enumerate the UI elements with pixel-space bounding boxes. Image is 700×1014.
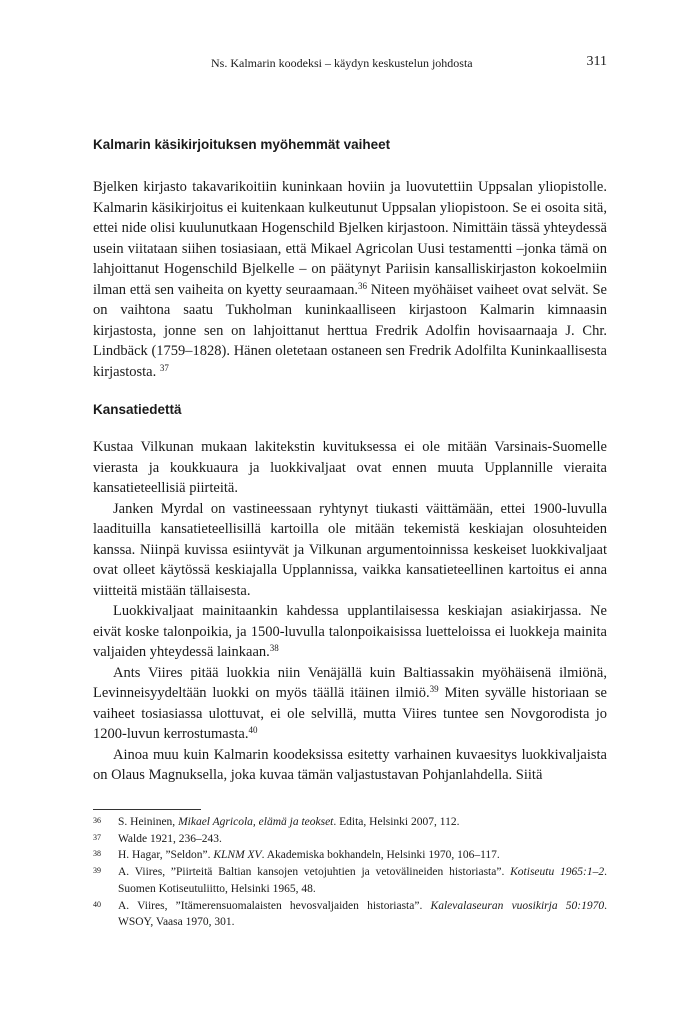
running-head — [93, 54, 607, 72]
running-title: Ns. Kalmarin koodeksi – käydyn keskustelun johdosta — [211, 56, 473, 70]
footnotes — [93, 814, 607, 931]
paragraph — [93, 601, 607, 663]
paragraph — [93, 663, 607, 745]
paragraph: Kustaa Vilkunan mukaan lakitekstin kuvituksessa ei ole mitään Varsinais-Suomelle vierasta ja koukkuaura ja luokkivaljaat ovat ennen muuta Upplannille vieraita kansatieteellisiä piirteitä. — [93, 439, 607, 496]
footnote-title: KLNM XV — [213, 849, 262, 862]
footnote-title: Kalevalaseuran vuosikirja 50:1970 — [430, 899, 605, 912]
footnote-text: . WSOY, Vaasa 1970, 301. — [118, 899, 607, 929]
footnote — [93, 864, 607, 897]
section-1-body — [93, 177, 607, 382]
footnote — [93, 898, 607, 931]
footnote-ref[interactable]: 38 — [269, 643, 279, 653]
footnote-ref[interactable]: 39 — [429, 684, 439, 694]
paragraph — [93, 177, 607, 382]
footnote-number: 36 — [93, 816, 101, 825]
footnote-ref[interactable]: 37 — [159, 362, 169, 373]
section-heading-1: Kalmarin käsikirjoituksen myöhemmät vaiheet — [93, 137, 391, 152]
footnote-title: Kotiseutu 1965:1–2 — [510, 866, 605, 879]
footnote — [93, 831, 607, 848]
footnote-number: 40 — [93, 899, 101, 909]
section-2-body — [93, 437, 607, 786]
footnote-divider — [93, 809, 201, 810]
footnote — [93, 847, 607, 864]
paragraph-text: Luokkivaljaat mainitaankin kahdessa upplantilaisessa keskiajan asiakirjassa. Ne eivät koske talonpoikia, ja 1500-luvulla talonpoikaisissa luetteloissa ei luokkeja mainita valjaiden yhteydessä lainkaan. — [93, 603, 607, 660]
footnote-text: A. Viires, ”Itämerensuomalaisten hevosvaljaiden historiasta”. — [118, 899, 431, 912]
paragraph-text: Niteen myöhäiset vaiheet ovat selvät. Se on vaihtona saatu Tukholman kuninkaalliseen kirjastoon Kalmarin kimnaasin kirjastosta, jonne sen on lahjoittanut herttua Fredrik Adolfin hovisaarnaaja J. Chr. Lindbäck (1759–1828). Hänen oletetaan ostaneen sen Fredrik Adolfilta Kuninkaallisesta kirjastosta. — [93, 281, 607, 380]
footnote-number: 37 — [93, 832, 101, 842]
page-number: 311 — [586, 54, 607, 69]
section-heading-2: Kansatiedettä — [93, 402, 182, 417]
footnote-text: S. Heininen, — [118, 816, 179, 828]
footnote-text: A. Viires, ”Piirteitä Baltian kansojen vetojuhtien ja vetovälineiden historiasta”. — [118, 866, 511, 879]
paragraph: Janken Myrdal on vastineessaan ryhtynyt tiukasti väittämään, ettei 1900-luvulla laadituilla kansatieteellisillä kartoilla ole mitään tekemistä keskiajan olosuhteiden kanssa. Niinpä kuvissa esiintyvät ja Vilkunan argumentoinnissa keskeiset luokkivaljaat ovat olleet käytössä keskiajalla Upplannissa, vaikka kansatieteellinen kartoitus ei anna viitteitä mistään tällaisesta. — [93, 500, 607, 599]
footnote-number: 38 — [93, 849, 101, 859]
footnote-text: . Akademiska bokhandeln, Helsinki 1970, 106–117. — [261, 849, 500, 862]
paragraph-text: Ants Viires pitää luokkia niin Venäjällä kuin Baltiassakin myöhäisenä ilmiönä, Levinneisyydeltään luokki on myös täällä itäinen ilmiö. — [93, 664, 607, 701]
footnote-title: Mikael Agricola, elämä ja teokset — [178, 816, 334, 828]
footnote-text: . Suomen Kotiseutuliitto, Helsinki 1965, 48. — [118, 866, 607, 895]
footnote-ref[interactable]: 40 — [248, 725, 258, 735]
footnote-text: Walde 1921, 236–243. — [118, 832, 222, 845]
paragraph-text: Miten syvälle historiaan se vaiheet tosiasiassa ulottuvat, ei ole selvillä, mutta Viires tuntee sen Novgorodista jo 1200-luvun kerrostumasta. — [93, 685, 607, 742]
footnote-text: H. Hagar, ”Seldon”. — [118, 849, 214, 862]
footnote-number: 39 — [93, 866, 101, 876]
footnote-ref[interactable]: 36 — [357, 280, 367, 291]
footnote — [93, 814, 607, 831]
paragraph: Ainoa muu kuin Kalmarin koodeksissa esitetty varhainen kuvaesitys luokkivaljaista on Olaus Magnuksella, joka kuvaa tämän valjastustavan Pohjanlahdella. Siitä — [93, 746, 607, 783]
footnote-text: . Edita, Helsinki 2007, 112. — [333, 816, 460, 828]
paragraph-text: Bjelken kirjasto takavarikoitiin kuninkaan hoviin ja luovutettiin Uppsalan yliopistolle. Kalmarin käsikirjoitus ei kuitenkaan kulkeutunut Uppsalan yliopistoon. Se ei osoita sitä, ettei nide olisi kuulunutkaan Hogenschild Bjelken kirjastoon. Nimittäin tässä yhteydessä usein viitataan siihen tosiasiaan, että Mikael Agricolan Uusi testamentti –jonka tämä on lahjoittanut Hogenschild Bjelkelle – on päätynyt Pariisin kansalliskirjaston kokoelmiin ilman että sen vaiheita on kyetty seuraamaan. — [93, 179, 607, 298]
